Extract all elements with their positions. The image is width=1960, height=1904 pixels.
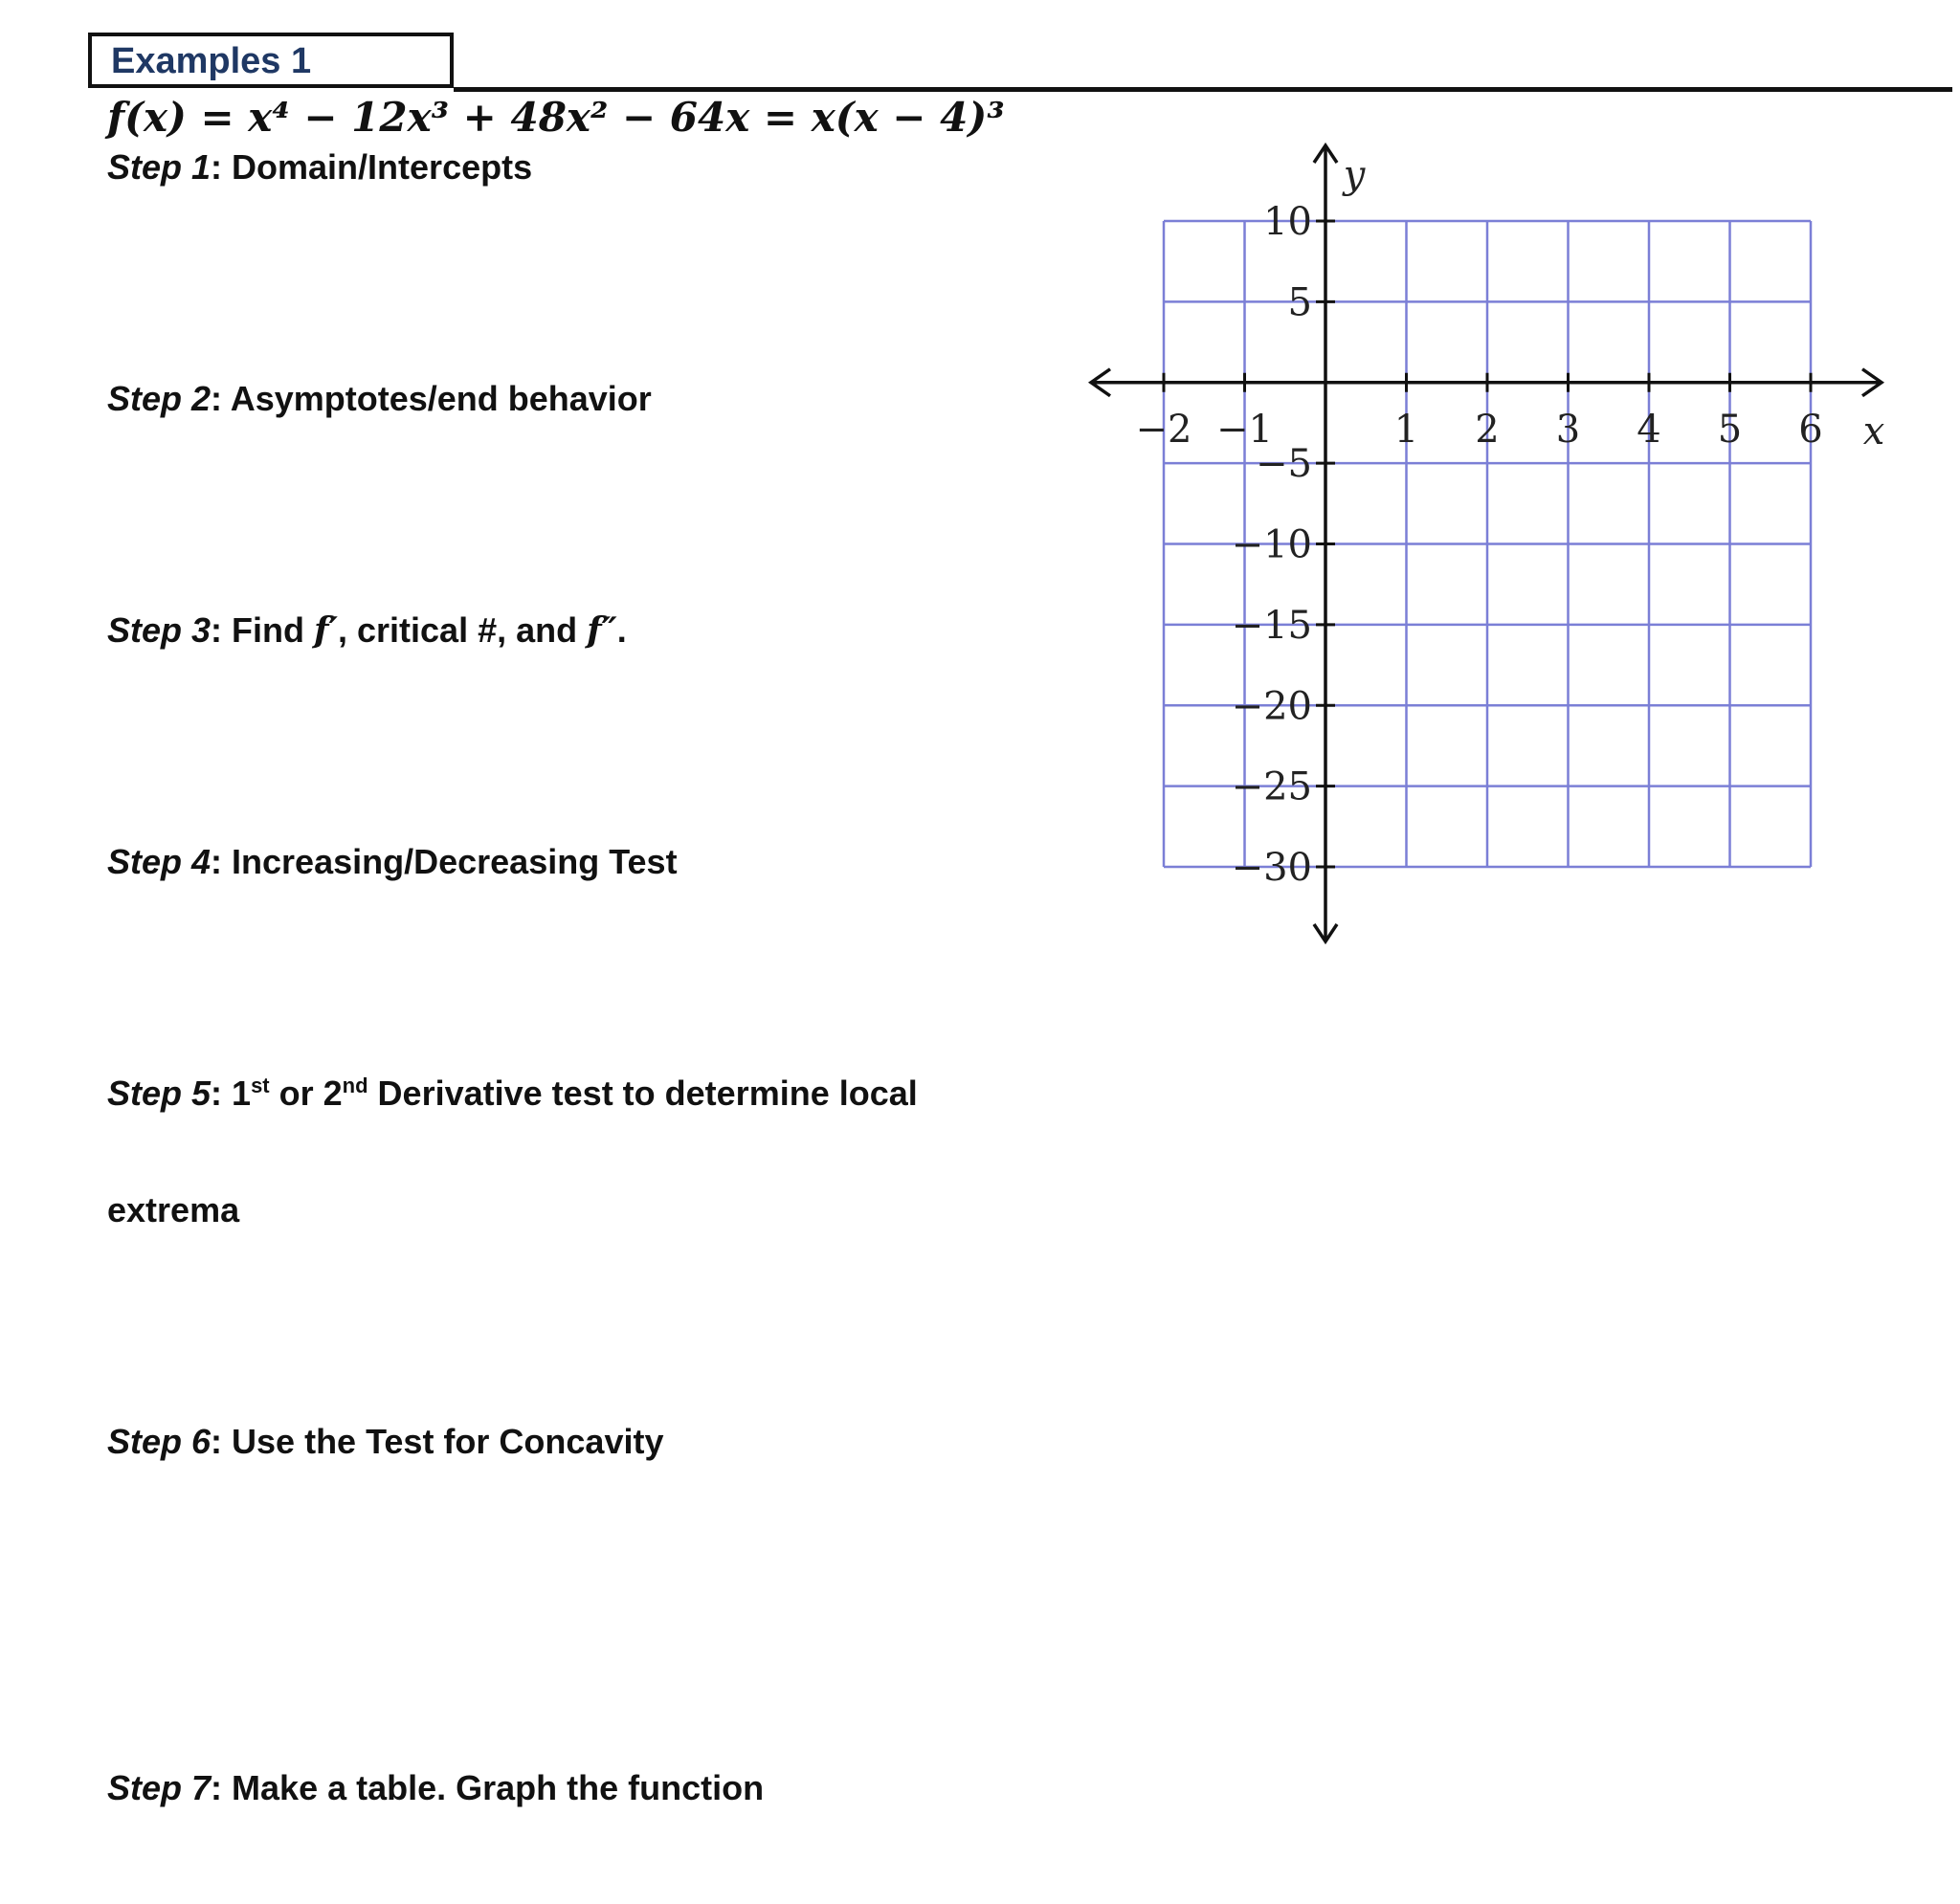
step-2-text: : Asymptotes/end behavior bbox=[211, 379, 652, 418]
x-tick-label: 6 bbox=[1798, 407, 1823, 452]
step-2-lead: Step 2 bbox=[107, 379, 212, 418]
step-4-text: : Increasing/Decreasing Test bbox=[211, 842, 678, 881]
step-4-lead: Step 4 bbox=[107, 842, 212, 881]
y-tick-label: −15 bbox=[1231, 603, 1312, 648]
step-3-text-a: : Find bbox=[211, 610, 315, 650]
step-1-text: : Domain/Intercepts bbox=[211, 147, 533, 187]
step-3-text-c: . bbox=[616, 610, 627, 650]
x-tick-label: −1 bbox=[1216, 407, 1273, 452]
step-7-text: : Make a table. Graph the function bbox=[211, 1768, 765, 1807]
step-5-sup-a: st bbox=[251, 1074, 270, 1097]
y-tick-label: −25 bbox=[1231, 764, 1312, 809]
examples-title: Examples 1 bbox=[111, 41, 312, 81]
x-tick-label: 3 bbox=[1555, 407, 1581, 452]
x-tick-label: 2 bbox=[1475, 407, 1500, 452]
step-1-lead: Step 1 bbox=[107, 147, 212, 187]
formula-lhs: f(x) bbox=[107, 94, 187, 141]
step-5-text-c: Derivative test to determine local bbox=[368, 1074, 918, 1113]
step-3-fdoubleprime: f″ bbox=[587, 610, 617, 651]
x-tick-label: 1 bbox=[1393, 407, 1419, 452]
x-tick-label: 4 bbox=[1637, 407, 1661, 452]
x-tick-label: −2 bbox=[1135, 407, 1192, 452]
y-axis-label: y bbox=[1343, 153, 1366, 197]
step-5-sup-b: nd bbox=[342, 1074, 368, 1097]
y-tick-label: −20 bbox=[1231, 684, 1312, 729]
step-5-line2-text: extrema bbox=[107, 1190, 240, 1229]
step-5-text-a: : 1 bbox=[211, 1074, 252, 1113]
step-6-text: : Use the Test for Concavity bbox=[211, 1422, 664, 1461]
y-tick-label: −5 bbox=[1256, 442, 1312, 487]
x-tick-label: 5 bbox=[1717, 407, 1743, 452]
step-7-lead: Step 7 bbox=[107, 1768, 212, 1807]
formula-rhs: = x⁴ − 12x³ + 48x² − 64x = x(x − 4)³ bbox=[200, 94, 1005, 141]
step-3-fprime: f′ bbox=[314, 610, 338, 651]
x-axis-label: x bbox=[1862, 409, 1885, 454]
step-5-text-b: or 2 bbox=[269, 1074, 343, 1113]
y-tick-label: −30 bbox=[1231, 846, 1312, 890]
y-tick-label: 10 bbox=[1263, 200, 1312, 244]
y-tick-label: −10 bbox=[1231, 522, 1312, 567]
step-3-lead: Step 3 bbox=[107, 610, 212, 650]
step-6-lead: Step 6 bbox=[107, 1422, 212, 1461]
step-5-lead: Step 5 bbox=[107, 1074, 212, 1113]
step-3-text-b: , critical #, and bbox=[338, 610, 588, 650]
y-tick-label: 5 bbox=[1287, 280, 1312, 325]
